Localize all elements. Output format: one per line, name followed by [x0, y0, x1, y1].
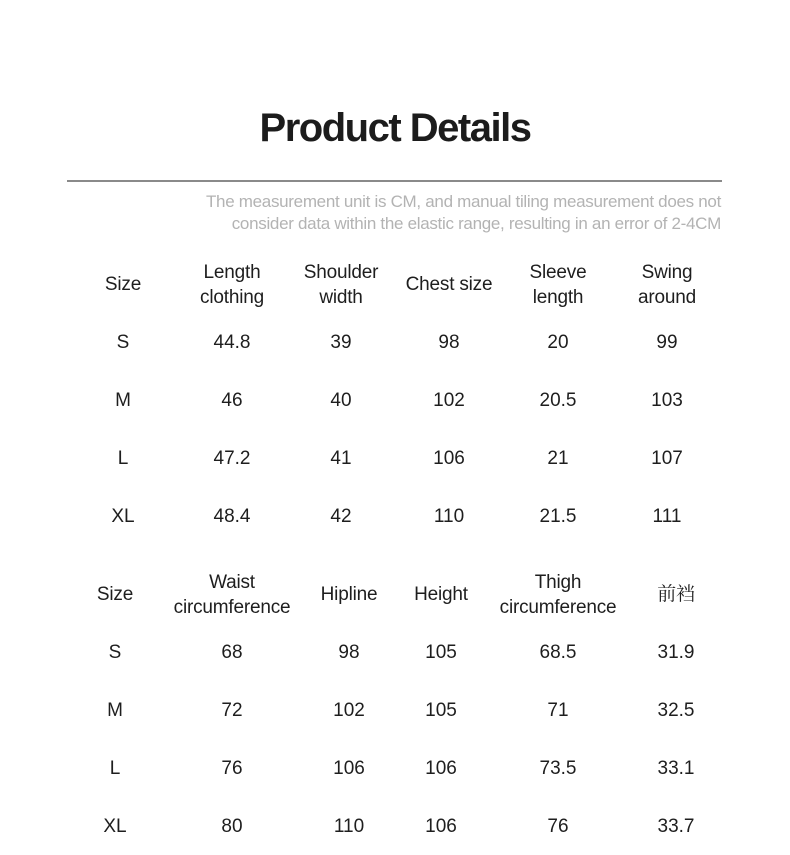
column-header-line: around — [638, 287, 696, 308]
table-cell: 105 — [425, 700, 457, 721]
table-cell: 76 — [547, 816, 569, 837]
table-cell: 20.5 — [539, 390, 577, 411]
size-label-cell: S — [108, 642, 122, 663]
table-cell: 40 — [330, 390, 352, 411]
table-cell: 102 — [333, 700, 365, 721]
table-cell: 48.4 — [213, 506, 251, 527]
column-header — [406, 272, 493, 297]
table-cell: 76 — [221, 758, 243, 779]
table-cell: 21.5 — [539, 506, 577, 527]
table-cell: 71 — [547, 700, 569, 721]
table-cell: 33.1 — [657, 758, 695, 779]
table-cell: 68.5 — [539, 642, 577, 663]
table-cell: 20 — [547, 332, 569, 353]
table-cell: 32.5 — [657, 700, 695, 721]
size-label-cell: M — [115, 390, 131, 411]
table-cell: 31.9 — [657, 642, 695, 663]
column-header-line: length — [532, 287, 584, 308]
column-header-line: circumference — [173, 597, 291, 618]
size-label-cell: S — [116, 332, 130, 353]
column-header — [414, 582, 468, 607]
column-header-line: Height — [414, 584, 468, 605]
table-cell: 106 — [425, 816, 457, 837]
measurement-note: The measurement unit is CM, and manual tiling measurement does not consider data within the elastic range, resulting in an error of 2-4CM — [205, 192, 721, 233]
table-cell: 46 — [221, 390, 243, 411]
column-header — [321, 582, 378, 607]
table-cell: 72 — [221, 700, 243, 721]
size-label-cell: L — [117, 448, 129, 469]
table-cell: 98 — [338, 642, 360, 663]
table-cell: 103 — [651, 390, 683, 411]
column-header — [174, 570, 291, 620]
column-header-line: width — [319, 287, 363, 308]
table-cell: 106 — [433, 448, 465, 469]
table-cell: 39 — [330, 332, 352, 353]
table-cell: 41 — [330, 448, 352, 469]
column-header-line: Swing — [641, 262, 693, 283]
column-header — [500, 570, 617, 620]
column-header-line: Waist — [209, 572, 255, 593]
table-cell: 42 — [330, 506, 352, 527]
column-header-line: Thigh — [534, 572, 582, 593]
table-cell: 73.5 — [539, 758, 577, 779]
table-cell: 106 — [425, 758, 457, 779]
column-header — [530, 260, 587, 310]
size-label-cell: XL — [111, 506, 135, 527]
table-cell: 98 — [438, 332, 460, 353]
column-header-line: Shoulder — [303, 262, 379, 283]
column-header-line: Hipline — [320, 584, 378, 605]
column-header-line: clothing — [200, 287, 264, 308]
size-label-cell: M — [107, 700, 123, 721]
column-header-line: Size — [104, 274, 142, 295]
table-cell: 47.2 — [213, 448, 251, 469]
table-cell: 68 — [221, 642, 243, 663]
column-header — [105, 272, 141, 297]
column-header — [200, 260, 264, 310]
table-cell: 107 — [651, 448, 683, 469]
column-header-line: Length — [203, 262, 261, 283]
table-cell: 99 — [656, 332, 678, 353]
table-cell: 33.7 — [657, 816, 695, 837]
table-cell: 102 — [433, 390, 465, 411]
size-label-cell: XL — [103, 816, 127, 837]
page-title: Product Details — [259, 106, 531, 150]
column-header-line: Size — [96, 584, 134, 605]
column-header — [97, 582, 133, 607]
table-cell: 110 — [333, 816, 365, 837]
table-cell: 80 — [221, 816, 243, 837]
table-cell: 111 — [652, 506, 682, 527]
table-cell: 105 — [425, 642, 457, 663]
column-header-line: Sleeve — [529, 262, 587, 283]
column-header-line: circumference — [499, 597, 617, 618]
divider — [67, 180, 722, 182]
column-header — [304, 260, 378, 310]
table-cell: 21 — [547, 448, 569, 469]
column-header — [638, 260, 696, 310]
table-cell: 44.8 — [213, 332, 251, 353]
column-header — [657, 582, 695, 607]
column-header-line: 前裆 — [657, 584, 695, 605]
table-cell: 110 — [433, 506, 465, 527]
column-header-line: Chest size — [405, 274, 493, 295]
table-cell: 106 — [333, 758, 365, 779]
size-label-cell: L — [109, 758, 121, 779]
